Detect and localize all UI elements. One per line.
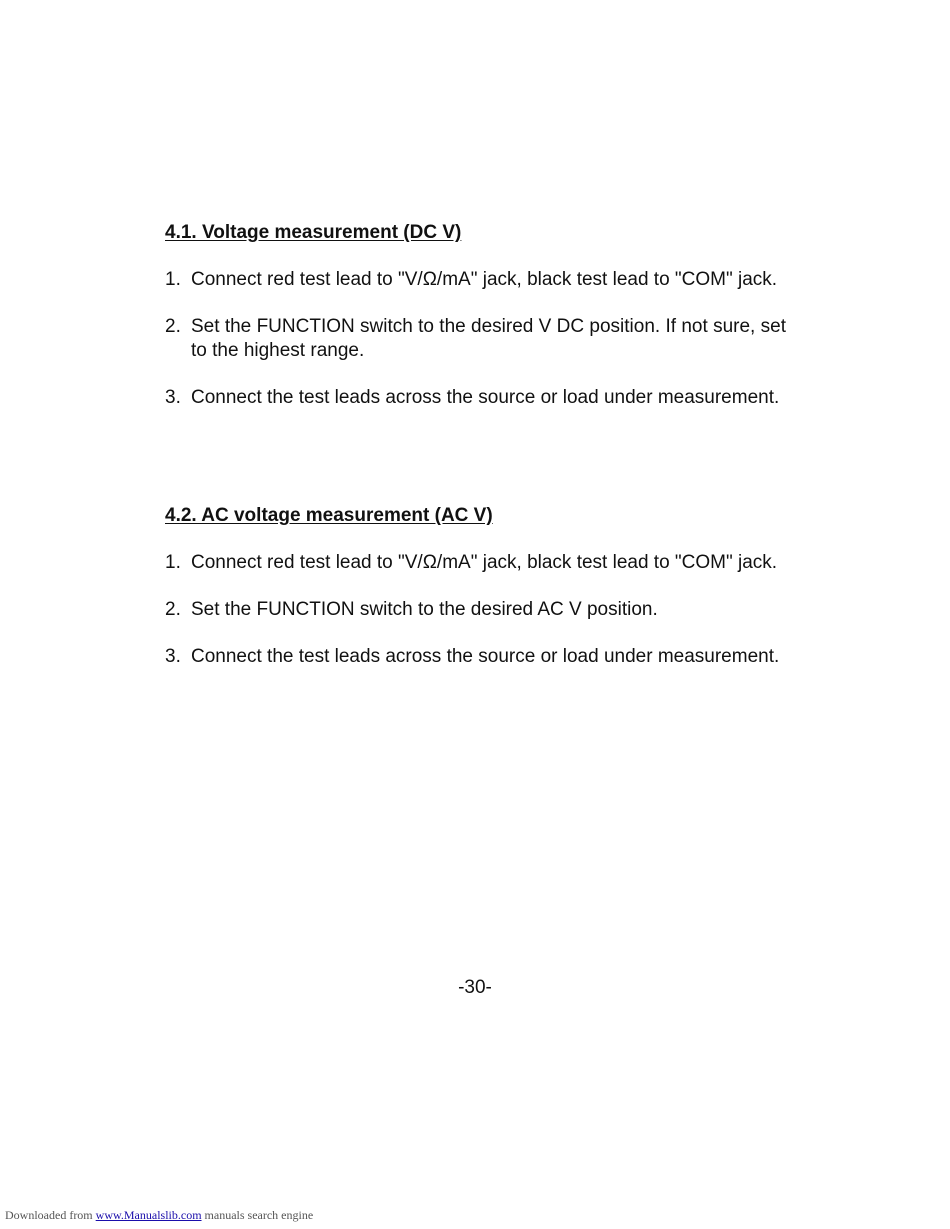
step-text: Connect the test leads across the source or load under measurement. [191, 387, 780, 408]
step-text: Connect red test lead to "V/Ω/mA" jack, black test lead to "COM" jack. [191, 552, 778, 573]
footer-prefix: Downloaded from [5, 1208, 93, 1222]
step-number: 1. [165, 269, 181, 290]
section-heading: 4.1. Voltage measurement (DC V) [165, 222, 462, 243]
step-item [165, 551, 786, 575]
step-item [165, 598, 786, 622]
step-item [165, 268, 786, 292]
step-text: Set the FUNCTION switch to the desired AC V position. [191, 599, 658, 620]
step-number: 2. [165, 316, 181, 337]
page-number: -30- [458, 977, 492, 998]
step-number: 3. [165, 387, 181, 408]
step-item [165, 645, 786, 669]
manualslib-link[interactable]: www.Manualslib.com [95, 1208, 202, 1222]
section-heading: 4.2. AC voltage measurement (AC V) [165, 505, 493, 526]
step-text: Set the FUNCTION switch to the desired V DC position. If not sure, set to the highest range. [191, 316, 786, 361]
step-text: Connect the test leads across the source or load under measurement. [191, 646, 780, 667]
steps-list [165, 551, 786, 669]
footer-suffix: manuals search engine [204, 1208, 314, 1222]
step-number: 1. [165, 552, 181, 573]
section-ac-voltage [165, 503, 786, 692]
section-dc-voltage [165, 220, 786, 433]
step-item [165, 315, 786, 363]
step-text: Connect red test lead to "V/Ω/mA" jack, black test lead to "COM" jack. [191, 269, 778, 290]
steps-list [165, 268, 786, 410]
step-number: 3. [165, 646, 181, 667]
step-number: 2. [165, 599, 181, 620]
step-item [165, 386, 786, 410]
download-footer [5, 1208, 313, 1223]
